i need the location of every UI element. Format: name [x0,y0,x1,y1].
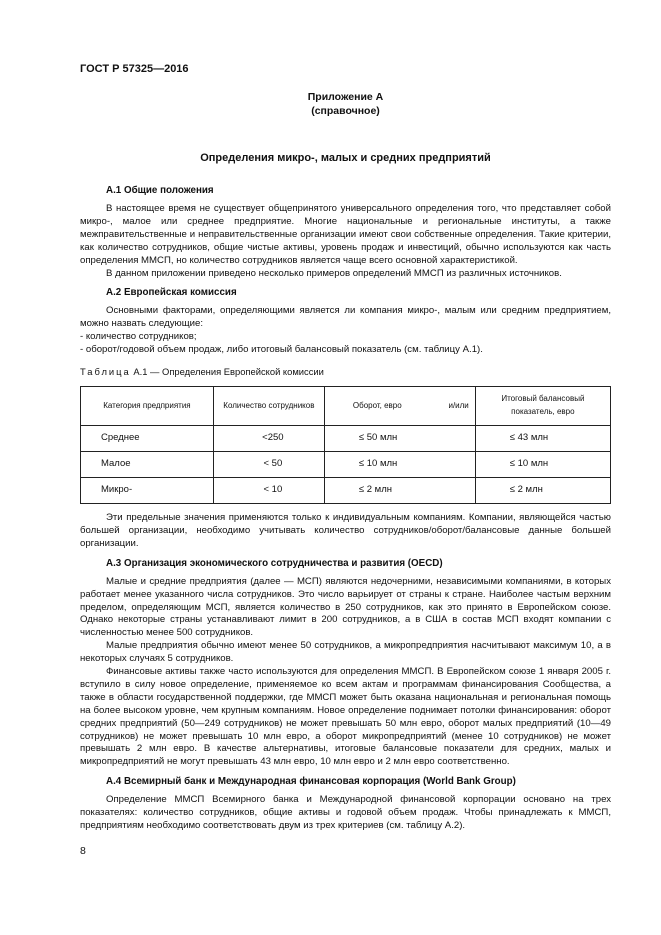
table-caption [80,366,611,379]
table-row [81,425,611,451]
table-caption-text: А.1 — Определения Европейской комиссии [130,366,324,378]
cell-turnover: ≤ 2 млн [324,477,475,503]
section-a3-heading: А.3 Организация экономического сотрудничества и развития (OECD) [106,557,443,569]
section-a2-heading: А.2 Европейская комиссия [106,287,237,299]
annex-subtitle: (справочное) [311,105,380,117]
cell-turnover: ≤ 10 млн [324,451,475,477]
cell-employees: < 10 [213,477,324,503]
list-item: - количество сотрудников; [80,331,197,343]
header-balance: Итоговый балансовый показатель, евро [475,386,610,425]
cell-employees: <250 [213,425,324,451]
list-item: - оборот/годовой объем продаж, либо итоговый балансовый показатель (см. таблицу А.1). [80,344,483,356]
cell-category: Малое [81,451,214,477]
section-a3-paragraph: Малые предприятия обычно имеют менее 50 сотрудников, а микропредприятия насчитывают максимум 10, а в некоторых случаях 5 сотрудников. [80,640,611,665]
section-a1-paragraph: В данном приложении приведено несколько примеров определений ММСП из различных источников. [106,267,562,279]
section-a1-heading: А.1 Общие положения [106,185,214,196]
document-title: Определения микро-, малых и средних предприятий [200,152,491,164]
header-employees: Количество сотрудников [213,386,324,425]
section-a2-paragraph: Основными факторами, определяющими является ли компания микро-, малым или средним предприятием, можно назвать следующие: [80,305,611,330]
criteria-list [80,331,611,357]
cell-category: Среднее [81,425,214,451]
section-a3-paragraph: Малые и средние предприятия (далее — МСП) являются недочерними, независимыми компаниями, в которых работает менее указанного числа сотрудников. Это число варьирует от страны к стране. Наиболее частым верхним пределом, определяющим МСП, является количество в 250 сотрудников, как это принято в Европейском союзе. Однако некоторые страны устанавливают лимит в 200 сотрудников, а в США в состав МСП входят компании с численностью менее 500 сотрудников. [80,575,611,639]
table-row [81,477,611,503]
cell-category: Микро- [81,477,214,503]
table-note-paragraph: Эти предельные значения применяются только к индивидуальным компаниям. Компании, являющейся частью большей организации, необходимо учитывать количество сотрудников/оборот/балансовые данные большей организации. [80,511,611,549]
header-turnover-cell [324,386,475,425]
section-a4-paragraph: Определение ММСП Всемирного банка и Международной финансовой корпорации основано на трех показателях: количество сотрудников, общие активы и годовой объем продаж. Чтобы принадлежать к ММСП, предприятиям необходимо соответствовать двум из трех критериев (см. таблицу А.2). [80,794,611,832]
section-a3-paragraph: Финансовые активы также часто используются для определения ММСП. В Европейском союзе 1 января 2005 г. вступило в силу новое определение, применяемое ко всем актам и программам финансирования Сообщества, а также в области государственной поддержки, где ММСП может быть оказана национальная и региональная помощь на более высоком уровне, чем крупным компаниям. Новое определение поднимает потолки финансирования: оборот средних предприятий (50—249 сотрудников) не может превышать 50 млн евро, оборот малых предприятий (10—49 сотрудников) не может превышать 10 млн евро, а оборот микропредприятий (менее 10 сотрудников) не может превышать 2 млн евро. В качестве альтернативы, итоговые балансовые показатели для средних, малых и микропредприятий не могут превышать 43 млн евро, 10 млн евро и 2 млн евро соответственно. [80,666,611,768]
cell-balance: ≤ 2 млн [475,477,610,503]
section-a4-heading: А.4 Всемирный банк и Международная финансовая корпорация (World Bank Group) [106,776,516,788]
cell-employees: < 50 [213,451,324,477]
header-turnover: Оборот, евро [352,400,402,410]
document-body [80,184,611,833]
annex-heading [80,90,611,118]
cell-balance: ≤ 10 млн [475,451,610,477]
table-row [81,451,611,477]
page-number: 8 [80,845,86,857]
annex-title: Приложение А [307,91,384,103]
standard-code: ГОСТ Р 57325—2016 [80,63,189,75]
header-andor: и/или [448,400,469,410]
section-a1-paragraph: В настоящее время не существует общепринятого универсального определения того, что представляет собой микро-, малое или среднее предприятие. Многие национальные и региональные институты, а также межправительственные и неправительственные организации имеют свои собственные определения. Такие критерии, как количество сотрудников, общие чистые активы, уровень продаж и инвестиций, обычно используются как часть определения ММСП, но количество сотрудников является чаще всего основной характеристикой. [80,203,611,266]
cell-balance: ≤ 43 млн [475,425,610,451]
cell-turnover: ≤ 50 млн [324,425,475,451]
ec-definitions-table [80,386,611,504]
table-caption-label: Таблица [80,366,131,378]
table-header-row [81,386,611,425]
header-category: Категория предприятия [81,386,214,425]
